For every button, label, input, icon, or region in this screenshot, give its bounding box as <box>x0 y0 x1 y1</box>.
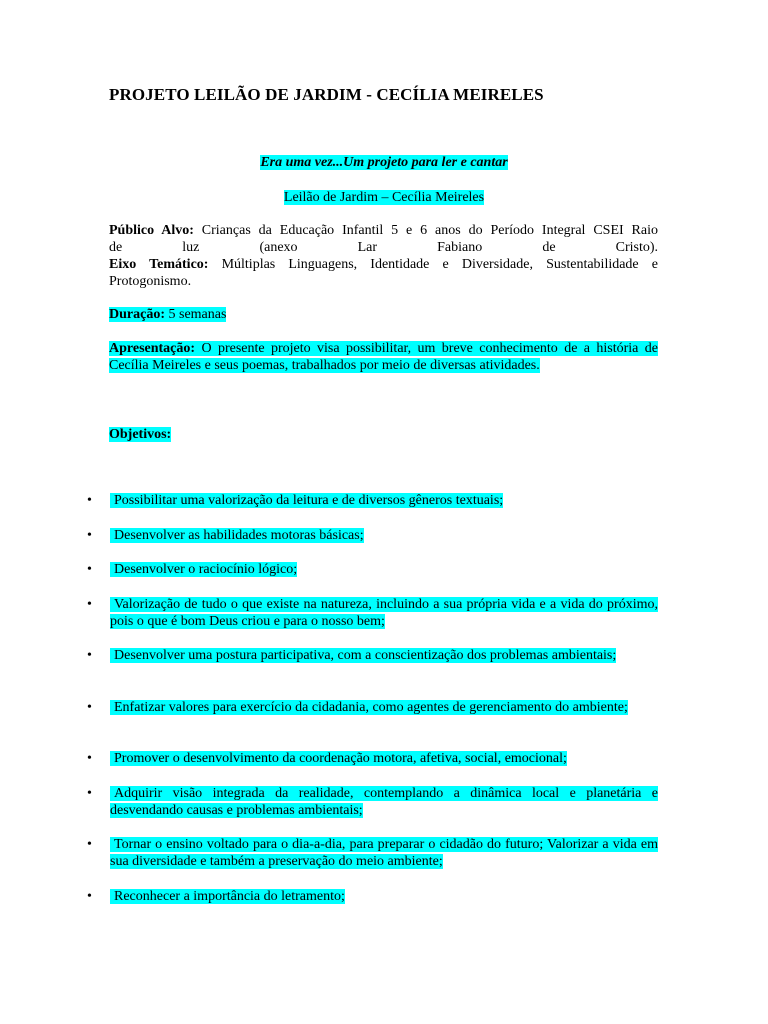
objetivo-text-wrap <box>110 836 658 870</box>
objetivo-text-wrap <box>110 888 658 905</box>
project-reference <box>0 189 768 206</box>
bullet-icon: • <box>87 889 92 904</box>
objetivo-text-wrap <box>110 699 658 716</box>
objetivo-text: Desenvolver as habilidades motoras básicas; <box>110 528 364 543</box>
objetivo-text: Promover o desenvolvimento da coordenação motora, afetiva, social, emocional; <box>110 751 567 766</box>
apresentacao-highlight <box>109 341 658 373</box>
objetivo-item <box>87 699 658 716</box>
duracao-highlight <box>109 307 226 322</box>
bullet-icon: • <box>87 597 92 612</box>
objetivo-item <box>87 527 658 544</box>
document-title: PROJETO LEILÃO DE JARDIM - CECÍLIA MEIRELES <box>109 85 544 104</box>
publico-alvo-line2 <box>109 239 658 256</box>
publico-alvo-line1 <box>109 222 658 239</box>
bullet-icon: • <box>87 648 92 663</box>
eixo-tematico-label: Eixo Temático: <box>109 257 209 272</box>
objetivo-text: Possibilitar uma valorização da leitura e de diversos gêneros textuais; <box>110 493 503 508</box>
objetivo-item <box>87 785 658 819</box>
bullet-icon: • <box>87 528 92 543</box>
objetivo-item <box>87 750 658 767</box>
project-info <box>109 222 658 290</box>
objetivo-text: Desenvolver o raciocínio lógico; <box>110 562 297 577</box>
objetivo-text: Adquirir visão integrada da realidade, contemplando a dinâmica local e planetária e desvendando causas e problemas ambientais; <box>110 786 658 818</box>
duracao-text: 5 semanas <box>168 307 227 322</box>
bullet-icon: • <box>87 700 92 715</box>
eixo-tematico-text: Múltiplas Linguagens, Identidade e Diversidade, Sustentabilidade e Protogonismo. <box>109 257 658 289</box>
project-subtitle-text: Era uma vez...Um projeto para ler e cantar <box>260 155 508 170</box>
objetivo-text: Desenvolver uma postura participativa, com a conscientização dos problemas ambientais; <box>110 648 616 663</box>
apresentacao-text: O presente projeto visa possibilitar, um breve conhecimento de a história de Cecília Meireles e seus poemas, trabalhados por meio de diversas atividades. <box>109 341 658 373</box>
objetivo-text: Enfatizar valores para exercício da cidadania, como agentes de gerenciamento do ambiente; <box>110 700 628 715</box>
objetivo-text-wrap <box>110 527 658 544</box>
bullet-icon: • <box>87 786 92 801</box>
apresentacao <box>109 340 658 374</box>
publico-alvo-text-1: Crianças da Educação Infantil 5 e 6 anos do Período Integral CSEI Raio <box>201 223 659 238</box>
objetivo-item <box>87 561 658 578</box>
objetivo-text: Tornar o ensino voltado para o dia-a-dia, para preparar o cidadão do futuro; Valorizar a vida em sua diversidade e também a preservação do meio ambiente; <box>110 837 658 869</box>
objetivo-item <box>87 888 658 905</box>
bullet-icon: • <box>87 751 92 766</box>
apresentacao-label: Apresentação: <box>109 341 196 356</box>
objetivo-text-wrap <box>110 561 658 578</box>
objetivo-text-wrap <box>110 750 658 767</box>
objetivo-text-wrap <box>110 492 658 509</box>
project-reference-text: Leilão de Jardim – Cecília Meireles <box>283 190 485 205</box>
objetivo-text-wrap <box>110 596 658 630</box>
bullet-icon: • <box>87 837 92 852</box>
publico-alvo-text-2: de luz (anexo Lar Fabiano de Cristo). <box>109 240 658 255</box>
objetivo-text: Valorização de tudo o que existe na natureza, incluindo a sua própria vida e a vida do próximo, pois o que é bom Deus criou e para o nosso bem; <box>110 597 658 629</box>
duracao-label: Duração: <box>109 307 165 322</box>
objetivo-text: Reconhecer a importância do letramento; <box>110 889 345 904</box>
objetivo-item <box>87 596 658 630</box>
bullet-icon: • <box>87 493 92 508</box>
eixo-tematico <box>109 256 658 290</box>
objetivos-label: Objetivos: <box>109 427 172 442</box>
objetivo-item <box>87 492 658 509</box>
objetivo-item <box>87 647 658 664</box>
project-subtitle <box>0 154 768 171</box>
objetivo-item <box>87 836 658 870</box>
publico-alvo-label: Público Alvo: <box>109 223 194 238</box>
bullet-icon: • <box>87 562 92 577</box>
duracao <box>109 306 658 323</box>
objetivo-text-wrap <box>110 647 658 664</box>
objetivo-text-wrap <box>110 785 658 819</box>
objetivos-heading <box>109 426 658 443</box>
